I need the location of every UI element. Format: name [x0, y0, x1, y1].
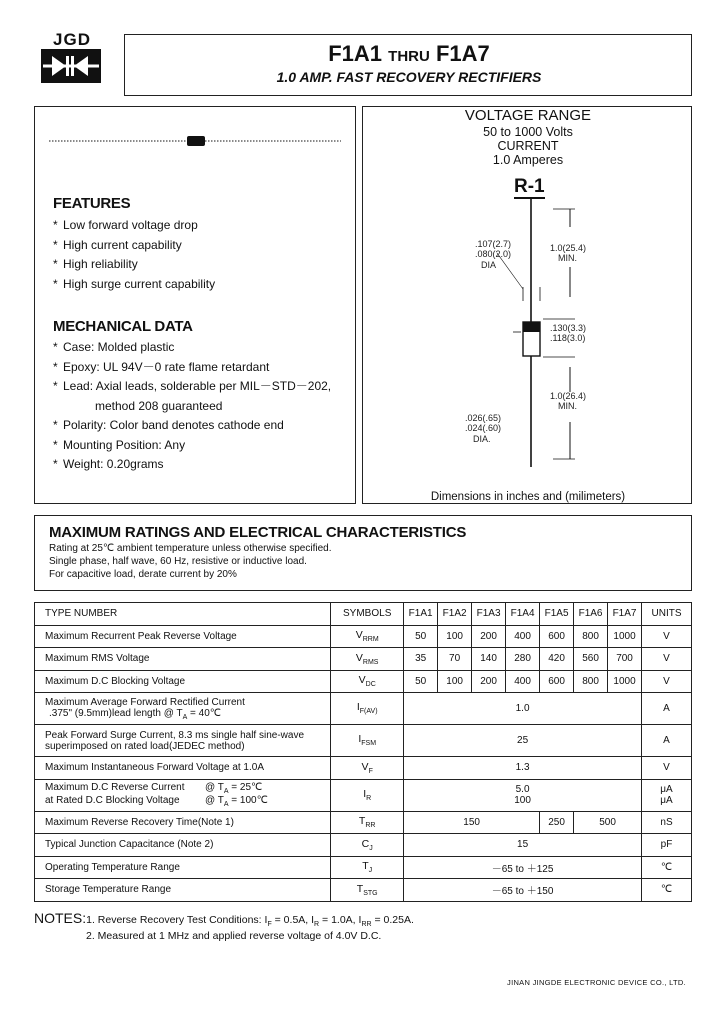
table-row — [35, 725, 692, 757]
value-cell: 1.3 — [404, 757, 642, 780]
symbol-cell: $T_J$ — [331, 856, 404, 879]
value-cell: 1.0 — [404, 693, 642, 725]
param-cell: Maximum Instantaneous Forward Voltage at 1.0A — [35, 757, 331, 780]
value-cell: 420 — [540, 648, 574, 671]
param-cell: Maximum Recurrent Peak Reverse Voltage — [35, 625, 331, 648]
value-cell: 800 — [574, 625, 608, 648]
package-name: R-1 — [514, 176, 545, 197]
unit-cell: A — [642, 693, 692, 725]
value-cell: 70 — [438, 648, 472, 671]
value-cell: 25 — [404, 725, 642, 757]
value-cell: 800 — [574, 670, 608, 693]
table-row — [35, 834, 692, 857]
value-cell: 600 — [540, 625, 574, 648]
page-subtitle: 1.0 AMP. FAST RECOVERY RECTIFIERS — [276, 69, 542, 85]
value-cell: 5.0 100 — [404, 779, 642, 811]
table-header: F1A4 — [506, 603, 540, 626]
ratings-box — [34, 515, 692, 591]
symbol-cell: $V_F$ — [331, 757, 404, 780]
symbol-cell: $V_{DC}$ — [331, 670, 404, 693]
value-cell: －65 to ＋125 — [404, 856, 642, 879]
table-header: F1A1 — [404, 603, 438, 626]
title-part1: F1A1 — [328, 41, 383, 66]
bottom-length-dim-1: 1.0(26.4) — [550, 391, 587, 401]
ratings-title: MAXIMUM RATINGS AND ELECTRICAL CHARACTERISTICS — [49, 524, 467, 541]
unit-cell: V — [642, 757, 692, 780]
lead-dia-dim-2: .080(2.0) — [475, 249, 512, 259]
lead-dia-dim-3: DIA — [481, 260, 497, 270]
value-cell: 50 — [404, 670, 438, 693]
symbol-cell: $C_J$ — [331, 834, 404, 857]
list-item: method 208 guaranteed — [95, 398, 223, 413]
list-item: * Mounting Position: Any — [53, 437, 186, 452]
diode-outline-icon — [49, 133, 341, 149]
table-header: UNITS — [642, 603, 692, 626]
value-cell: 100 — [438, 670, 472, 693]
features-panel — [34, 106, 356, 504]
param-cell: Storage Temperature Range — [35, 879, 331, 902]
logo-diode-icon — [40, 48, 102, 84]
notes-label: NOTES: — [34, 910, 87, 926]
list-item: * Weight: 0.20grams — [53, 457, 164, 471]
ratings-note: Rating at 25℃ ambient temperature unless otherwise specified. — [49, 543, 332, 554]
list-item: * Epoxy: UL 94V－0 rate flame retardant — [53, 359, 270, 374]
param-cell: Typical Junction Capacitance (Note 2) — [35, 834, 331, 857]
mechanical-list — [53, 338, 331, 475]
features-list — [53, 216, 215, 294]
list-item: * High current capability — [53, 237, 182, 252]
wire-dia-dim-3: DIA. — [473, 434, 491, 444]
list-item: * High reliability — [53, 257, 138, 271]
value-cell: 140 — [472, 648, 506, 671]
list-item: * Polarity: Color band denotes cathode end — [53, 418, 284, 432]
ratings-note: For capacitive load, derate current by 20% — [49, 569, 237, 580]
table-header: TYPE NUMBER — [35, 603, 331, 626]
table-header: F1A2 — [438, 603, 472, 626]
value-cell: 35 — [404, 648, 438, 671]
list-item: * Case: Molded plastic — [53, 340, 175, 354]
bottom-length-dim-2: MIN. — [558, 401, 577, 411]
unit-cell: A — [642, 725, 692, 757]
list-item: * Low forward voltage drop — [53, 218, 198, 232]
body-dim-2: .118(3.0) — [550, 333, 586, 343]
symbol-cell: $T_{STG}$ — [331, 879, 404, 902]
value-cell: 280 — [506, 648, 540, 671]
top-length-dim-2: MIN. — [558, 253, 577, 263]
current-label: CURRENT — [497, 139, 559, 153]
table-header: F1A5 — [540, 603, 574, 626]
voltage-range-heading: VOLTAGE RANGE — [464, 107, 592, 124]
note-1: 1. Reverse Recovery Test Conditions: $I_F = 0.5A$, $I_R = 1.0A$, $I_{RR} = 0.25A$. — [86, 914, 414, 929]
param-cell: Maximum Average Forward Rectified Current .375" (9.5mm)lead length @ $T_A$ = 40℃ — [35, 693, 331, 725]
table-header: F1A7 — [608, 603, 642, 626]
value-cell: 50 — [404, 625, 438, 648]
wire-dia-dim-1: .026(.65) — [465, 413, 502, 423]
list-item: * High surge current capability — [53, 276, 216, 291]
table-row — [35, 670, 692, 693]
param-cell: Maximum D.C Reverse Current @ $T_A$ = 25℃ at Rated D.C Blocking Voltage @ $T_A$ = 100℃ — [35, 779, 331, 811]
unit-cell: ℃ — [642, 856, 692, 879]
table-header: F1A6 — [574, 603, 608, 626]
unit-cell: pF — [642, 834, 692, 857]
param-cell: Maximum D.C Blocking Voltage — [35, 670, 331, 693]
table-row — [35, 625, 692, 648]
notes-section — [34, 910, 414, 942]
voltage-range-value: 50 to 1000 Volts — [483, 125, 573, 139]
value-cell: 200 — [472, 670, 506, 693]
symbol-cell: $V_{RMS}$ — [331, 648, 404, 671]
symbol-cell: $I_R$ — [331, 779, 404, 811]
value-cell: 1000 — [608, 625, 642, 648]
value-cell: 200 — [472, 625, 506, 648]
footer-company: JINAN JINGDE ELECTRONIC DEVICE CO., LTD. — [507, 978, 686, 987]
mechanical-heading: MECHANICAL DATA — [53, 318, 193, 335]
table-row — [35, 648, 692, 671]
table-header-row — [35, 603, 692, 626]
value-cell: 400 — [506, 625, 540, 648]
value-cell: －65 to ＋150 — [404, 879, 642, 902]
unit-cell: V — [642, 648, 692, 671]
value-cell: 560 — [574, 648, 608, 671]
top-length-dim-1: 1.0(25.4) — [550, 243, 587, 253]
value-cell: 600 — [540, 670, 574, 693]
table-header: F1A3 — [472, 603, 506, 626]
wire-dia-dim-2: .024(.60) — [465, 423, 502, 433]
value-cell: 700 — [608, 648, 642, 671]
value-cell: 500 — [574, 811, 642, 834]
voltage-range-panel — [362, 106, 692, 504]
table-row — [35, 757, 692, 780]
symbol-cell: $I_{F(AV)}$ — [331, 693, 404, 725]
ratings-note: Single phase, half wave, 60 Hz, resistive or inductive load. — [49, 556, 307, 567]
value-cell: 1000 — [608, 670, 642, 693]
value-cell: 250 — [540, 811, 574, 834]
table-row — [35, 693, 692, 725]
table-row — [35, 811, 692, 834]
param-cell: Maximum Reverse Recovery Time(Note 1) — [35, 811, 331, 834]
param-cell: Peak Forward Surge Current, 8.3 ms single half sine-wave superimposed on rated load(JEDEC method) — [35, 725, 331, 757]
current-value: 1.0 Amperes — [492, 153, 564, 167]
table-row — [35, 856, 692, 879]
lead-dia-dim-1: .107(2.7) — [475, 239, 512, 249]
symbol-cell: $V_{RRM}$ — [331, 625, 404, 648]
title-part2: F1A7 — [435, 41, 490, 66]
logo-text: JGD — [53, 30, 91, 49]
table-header: SYMBOLS — [331, 603, 404, 626]
param-cell: Operating Temperature Range — [35, 856, 331, 879]
value-cell: 400 — [506, 670, 540, 693]
page-title — [125, 41, 693, 67]
unit-cell: ℃ — [642, 879, 692, 902]
table-row — [35, 779, 692, 811]
title-box — [124, 34, 692, 96]
value-cell: 150 — [404, 811, 540, 834]
note-2: 2. Measured at 1 MHz and applied reverse voltage of 4.0V D.C. — [86, 930, 382, 943]
symbol-cell: $I_{FSM}$ — [331, 725, 404, 757]
title-thru: THRU — [388, 48, 430, 65]
value-cell: 100 — [438, 625, 472, 648]
param-cell: Maximum RMS Voltage — [35, 648, 331, 671]
unit-cell: nS — [642, 811, 692, 834]
list-item: * Lead: Axial leads, solderable per MIL－STD－202, — [53, 379, 332, 393]
unit-cell: μA μA — [642, 779, 692, 811]
unit-cell: V — [642, 670, 692, 693]
characteristics-table — [34, 602, 692, 902]
value-cell: 15 — [404, 834, 642, 857]
company-logo — [34, 30, 110, 90]
body-dim-1: .130(3.3) — [550, 323, 587, 333]
symbol-cell: $T_{RR}$ — [331, 811, 404, 834]
unit-cell: V — [642, 625, 692, 648]
table-row — [35, 879, 692, 902]
features-heading: FEATURES — [53, 195, 131, 212]
dimensions-caption: Dimensions in inches and (milimeters) — [430, 491, 626, 503]
